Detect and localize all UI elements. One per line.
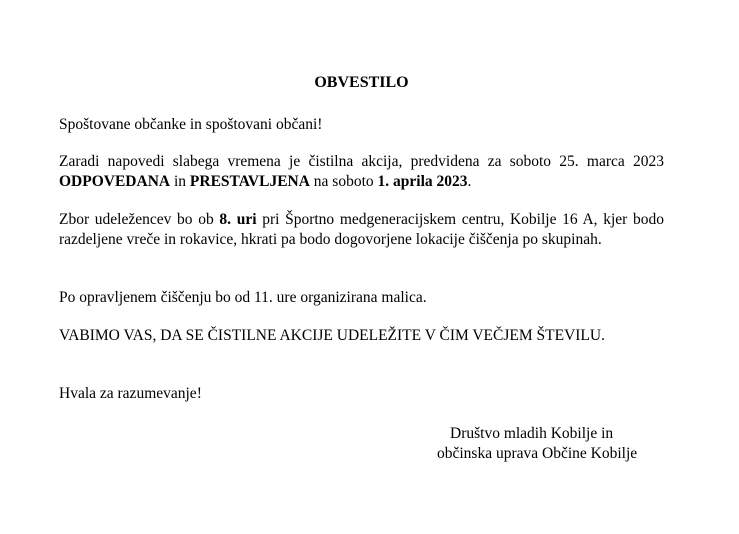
meeting-time-emphasis: 8. uri <box>219 211 257 228</box>
lunch-paragraph: Po opravljenem čiščenju bo od 11. ure organizirana malica. <box>59 289 427 306</box>
postponed-emphasis: PRESTAVLJENA <box>189 173 310 190</box>
postponement-text-2: in <box>170 173 190 190</box>
meeting-paragraph <box>59 210 664 250</box>
postponement-text-3: na soboto <box>309 173 378 190</box>
postponement-text-4: . <box>467 173 472 190</box>
meeting-text-1: Zbor udeležencev bo ob <box>59 211 220 228</box>
postponement-paragraph <box>59 152 664 192</box>
new-date-emphasis: 1. aprila 2023 <box>377 173 468 190</box>
meeting-text-2: pri Športno medgeneracijskem centru, Kobilje 16 A, kjer bodo razdeljene vreče in rokavice, hkrati pa bodo dogovorjene lokacije čiščenja po skupinah. <box>59 211 664 248</box>
signature-line-2: občinska uprava Občine Kobilje <box>437 445 638 462</box>
invitation-paragraph: VABIMO VAS, DA SE ČISTILNE AKCIJE UDELEŽITE V ČIM VEČJEM ŠTEVILU. <box>59 327 605 344</box>
notice-document <box>59 0 664 534</box>
cancelled-emphasis: ODPOVEDANA <box>59 173 171 190</box>
thanks-paragraph: Hvala za razumevanje! <box>59 385 202 402</box>
postponement-text-1: Zaradi napovedi slabega vremena je čistilna akcija, predvidena za soboto 25. marca 2023 <box>59 153 664 170</box>
signature-line-1: Društvo mladih Kobilje in <box>450 425 614 442</box>
greeting-paragraph: Spoštovane občanke in spoštovani občani! <box>59 116 323 133</box>
notice-title: OBVESTILO <box>314 74 409 91</box>
